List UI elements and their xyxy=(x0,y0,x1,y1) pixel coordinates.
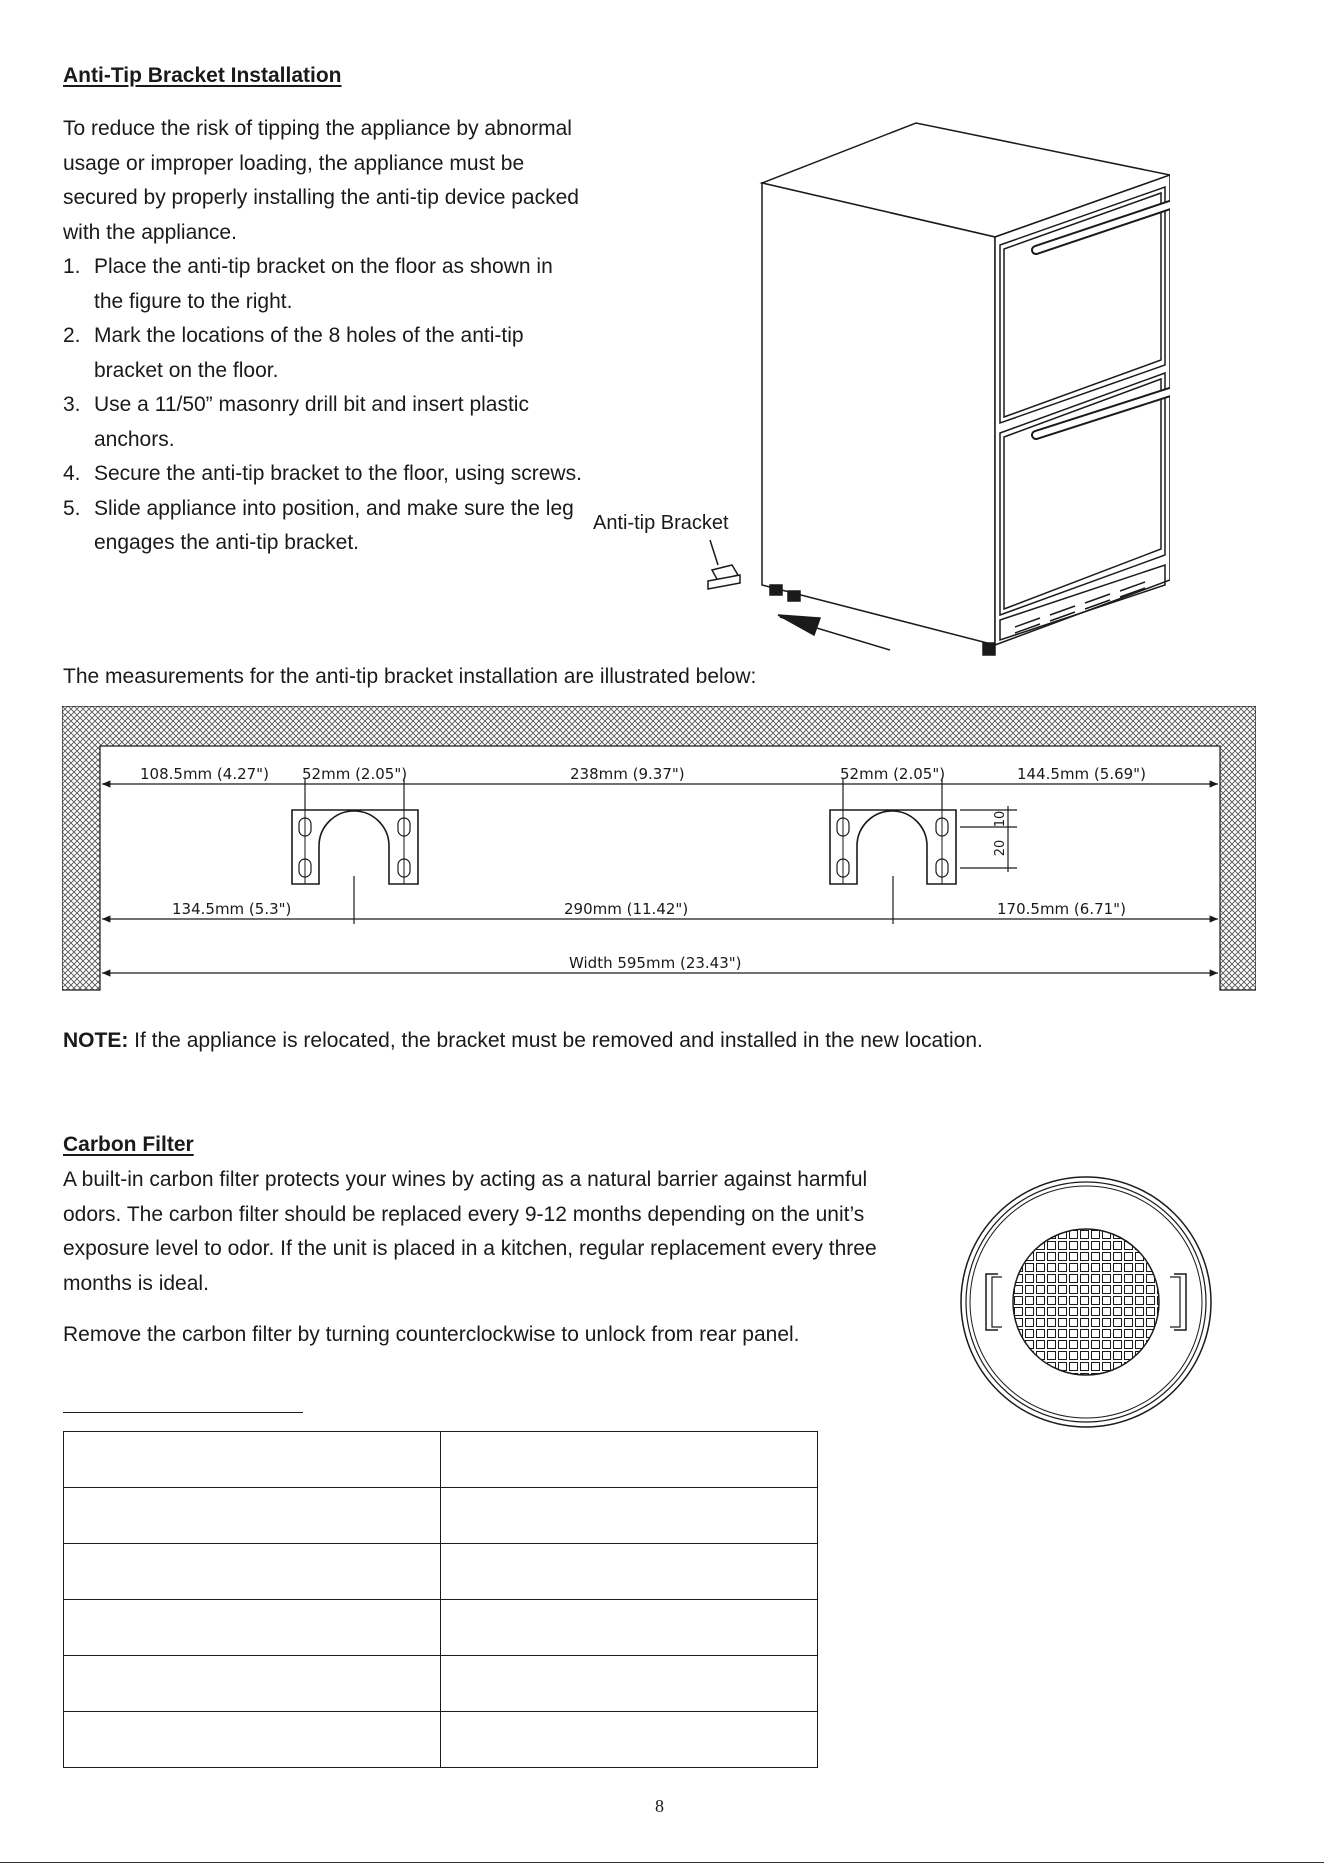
anti-tip-heading: Anti-Tip Bracket Installation xyxy=(63,64,342,87)
note-text: If the appliance is relocated, the bracket must be removed and installed in the new location. xyxy=(128,1029,983,1052)
table-cell xyxy=(64,1544,441,1600)
step-text: Secure the anti-tip bracket to the floor, using screws. xyxy=(94,462,582,485)
step-1 xyxy=(63,250,583,319)
table-cell xyxy=(441,1600,818,1656)
step-5 xyxy=(63,492,583,561)
appliance-illustration xyxy=(590,115,1170,660)
installation-steps xyxy=(63,250,583,561)
dim-width: Width 595mm (23.43") xyxy=(569,954,742,972)
table-cell xyxy=(441,1432,818,1488)
anti-tip-bracket-label: Anti-tip Bracket xyxy=(593,512,729,534)
step-number: 5. xyxy=(63,496,81,520)
section-rule xyxy=(63,1412,303,1413)
table-cell xyxy=(441,1544,818,1600)
measurement-diagram xyxy=(62,706,1256,992)
dim-top-slot-right: 52mm (2.05") xyxy=(840,765,946,783)
empty-table xyxy=(63,1431,818,1768)
step-number: 4. xyxy=(63,462,81,485)
step-number: 3. xyxy=(63,393,81,416)
table-cell xyxy=(441,1712,818,1768)
page-bottom-edge xyxy=(0,1862,1324,1863)
dim-hole-a: 10 xyxy=(993,810,1008,828)
table-row xyxy=(64,1432,818,1488)
table-row xyxy=(64,1712,818,1768)
table-cell xyxy=(64,1600,441,1656)
anti-tip-intro: To reduce the risk of tipping the appliance by abnormal usage or improper loading, the appliance must be secured by properly installing the anti-tip device packed with the appliance. xyxy=(63,117,579,244)
dim-top-middle: 238mm (9.37") xyxy=(570,765,685,783)
step-2 xyxy=(63,319,583,388)
measurements-caption: The measurements for the anti-tip bracket installation are illustrated below: xyxy=(63,665,757,688)
table-cell xyxy=(64,1488,441,1544)
table-row xyxy=(64,1656,818,1712)
dim-hole-b: 20 xyxy=(993,839,1008,857)
table-cell xyxy=(64,1656,441,1712)
table-cell xyxy=(441,1656,818,1712)
dim-bottom-right: 170.5mm (6.71") xyxy=(997,900,1126,918)
note-label: NOTE: xyxy=(63,1029,129,1052)
table-cell xyxy=(64,1432,441,1488)
carbon-filter-remove: Remove the carbon filter by turning counterclockwise to unlock from rear panel. xyxy=(63,1323,800,1346)
step-3 xyxy=(63,388,583,457)
step-text: Use a 11/50” masonry drill bit and insert plastic anchors. xyxy=(94,393,529,451)
table-row xyxy=(64,1600,818,1656)
page-number: 8 xyxy=(655,1796,664,1816)
dim-top-right: 144.5mm (5.69") xyxy=(1017,765,1146,783)
relocation-note xyxy=(63,1024,983,1059)
dim-top-left: 108.5mm (4.27") xyxy=(140,765,269,783)
table-row xyxy=(64,1544,818,1600)
dim-bottom-middle: 290mm (11.42") xyxy=(564,900,689,918)
step-4 xyxy=(63,457,583,492)
carbon-filter-heading: Carbon Filter xyxy=(63,1133,194,1156)
step-text: Slide appliance into position, and make sure the leg engages the anti-tip bracket. xyxy=(94,496,574,554)
step-number: 2. xyxy=(63,324,81,347)
table-cell xyxy=(441,1488,818,1544)
table-cell xyxy=(64,1712,441,1768)
step-text: Place the anti-tip bracket on the floor as shown in the figure to the right. xyxy=(94,255,553,313)
step-text: Mark the locations of the 8 holes of the anti-tip bracket on the floor. xyxy=(94,324,524,382)
carbon-filter-text: A built-in carbon filter protects your wines by acting as a natural barrier against harmful odors. The carbon filter should be replaced every 9-12 months depending on the unit’s exposure level to odor. If the unit is placed in a kitchen, regular replacement every three months is ideal. xyxy=(63,1168,877,1295)
carbon-filter-illustration xyxy=(958,1174,1214,1430)
step-number: 1. xyxy=(63,255,81,278)
table-row xyxy=(64,1488,818,1544)
dim-top-slot-left: 52mm (2.05") xyxy=(302,765,408,783)
dim-bottom-left: 134.5mm (5.3") xyxy=(172,900,292,918)
